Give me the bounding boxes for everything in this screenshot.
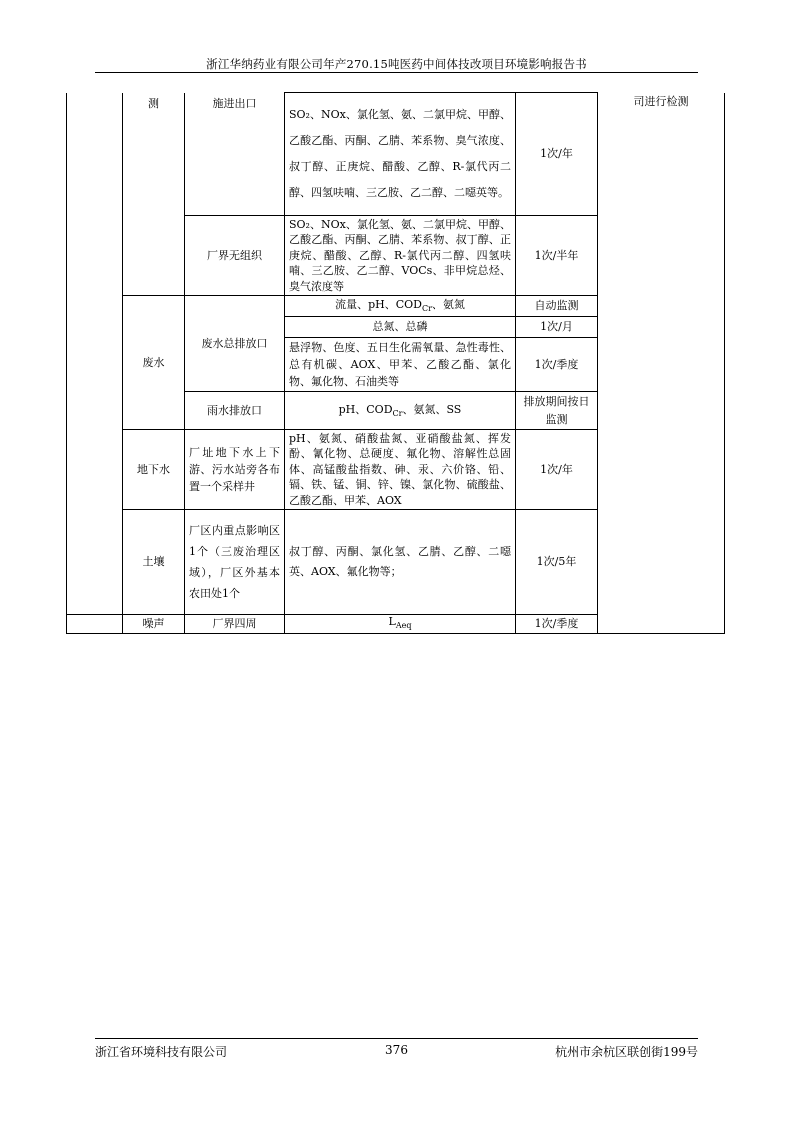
- location-cell: 厂区内重点影响区1个（三废治理区域），厂区外基本农田处1个: [185, 510, 285, 615]
- page-number: 376: [385, 1043, 408, 1057]
- footer-rule: [95, 1038, 698, 1039]
- category-cell: 测: [123, 93, 185, 296]
- monitoring-table: [66, 92, 725, 634]
- pollutants-cell: 流量、pH、$COD_{Cr}$、氨氮: [285, 296, 516, 317]
- location-cell: 施进出口: [185, 93, 285, 216]
- pollutants-cell: 总氮、总磷: [285, 317, 516, 338]
- frequency-cell: 自动监测: [516, 296, 598, 317]
- frequency-cell: 1次/半年: [516, 216, 598, 296]
- location-cell: 厂界四周: [185, 615, 285, 634]
- page-header: 浙江华纳药业有限公司年产270.15吨医药中间体技改项目环境影响报告书: [206, 57, 587, 71]
- location-cell: 废水总排放口: [185, 296, 285, 392]
- pollutants-cell: 悬浮物、色度、五日生化需氧量、急性毒性、总有机碳、AOX、甲苯、乙酸乙酯、氯化物、氟化物、石油类等: [285, 338, 516, 392]
- category-cell: 土壤: [123, 510, 185, 615]
- frequency-cell: 1次/季度: [516, 615, 598, 634]
- frequency-cell: 1次/年: [516, 430, 598, 510]
- continuation-cell: [67, 93, 123, 615]
- pollutants-cell: pH、氨氮、硝酸盐氮、亚硝酸盐氮、挥发酚、氰化物、总硬度、氟化物、溶解性总固体、高锰酸盐指数、砷、汞、六价铬、铅、镉、铁、锰、铜、锌、镍、氯化物、硫酸盐、乙酸乙酯、甲苯、AOX: [285, 430, 516, 510]
- frequency-cell: 1次/年: [516, 93, 598, 216]
- frequency-cell: 1次/月: [516, 317, 598, 338]
- category-cell: 地下水: [123, 430, 185, 510]
- remark-cell: 司进行检测: [598, 93, 725, 634]
- category-cell: 噪声: [123, 615, 185, 634]
- pollutants-cell: SO₂、NOx、氯化氢、氨、二氯甲烷、甲醇、乙酸乙酯、丙酮、乙腈、苯系物、臭气浓度、叔丁醇、正庚烷、醋酸、乙醇、R-氯代丙二醇、四氢呋喃、三乙胺、乙二醇、二噁英等。: [285, 93, 516, 216]
- category-cell: 废水: [123, 296, 185, 430]
- pollutants-cell: $L_{Aeq}$: [285, 615, 516, 634]
- pollutants-cell: SO₂、NOx、氯化氢、氨、二氯甲烷、甲醇、乙酸乙酯、丙酮、乙腈、苯系物、叔丁醇、正庚烷、醋酸、乙醇、R-氯代丙二醇、四氢呋喃、三乙胺、乙二醇、VOCs、非甲烷总烃、臭气浓度等: [285, 216, 516, 296]
- pollutants-cell: pH、$COD_{Cr}$、氨氮、SS: [285, 392, 516, 430]
- continuation-cell: [67, 615, 123, 634]
- pollutants-cell: 叔丁醇、丙酮、氯化氢、乙腈、乙醇、二噁英、AOX、氟化物等；: [285, 510, 516, 615]
- footer-address: 杭州市余杭区联创街199号: [555, 1045, 698, 1059]
- footer-company: 浙江省环境科技有限公司: [95, 1045, 228, 1059]
- location-cell: 厂址地下水上下游、污水站旁各布置一个采样井: [185, 430, 285, 510]
- frequency-cell: 1次/5年: [516, 510, 598, 615]
- location-cell: 雨水排放口: [185, 392, 285, 430]
- frequency-cell: 1次/季度: [516, 338, 598, 392]
- location-cell: 厂界无组织: [185, 216, 285, 296]
- frequency-cell: 排放期间按日监测: [516, 392, 598, 430]
- header-rule: [95, 72, 698, 73]
